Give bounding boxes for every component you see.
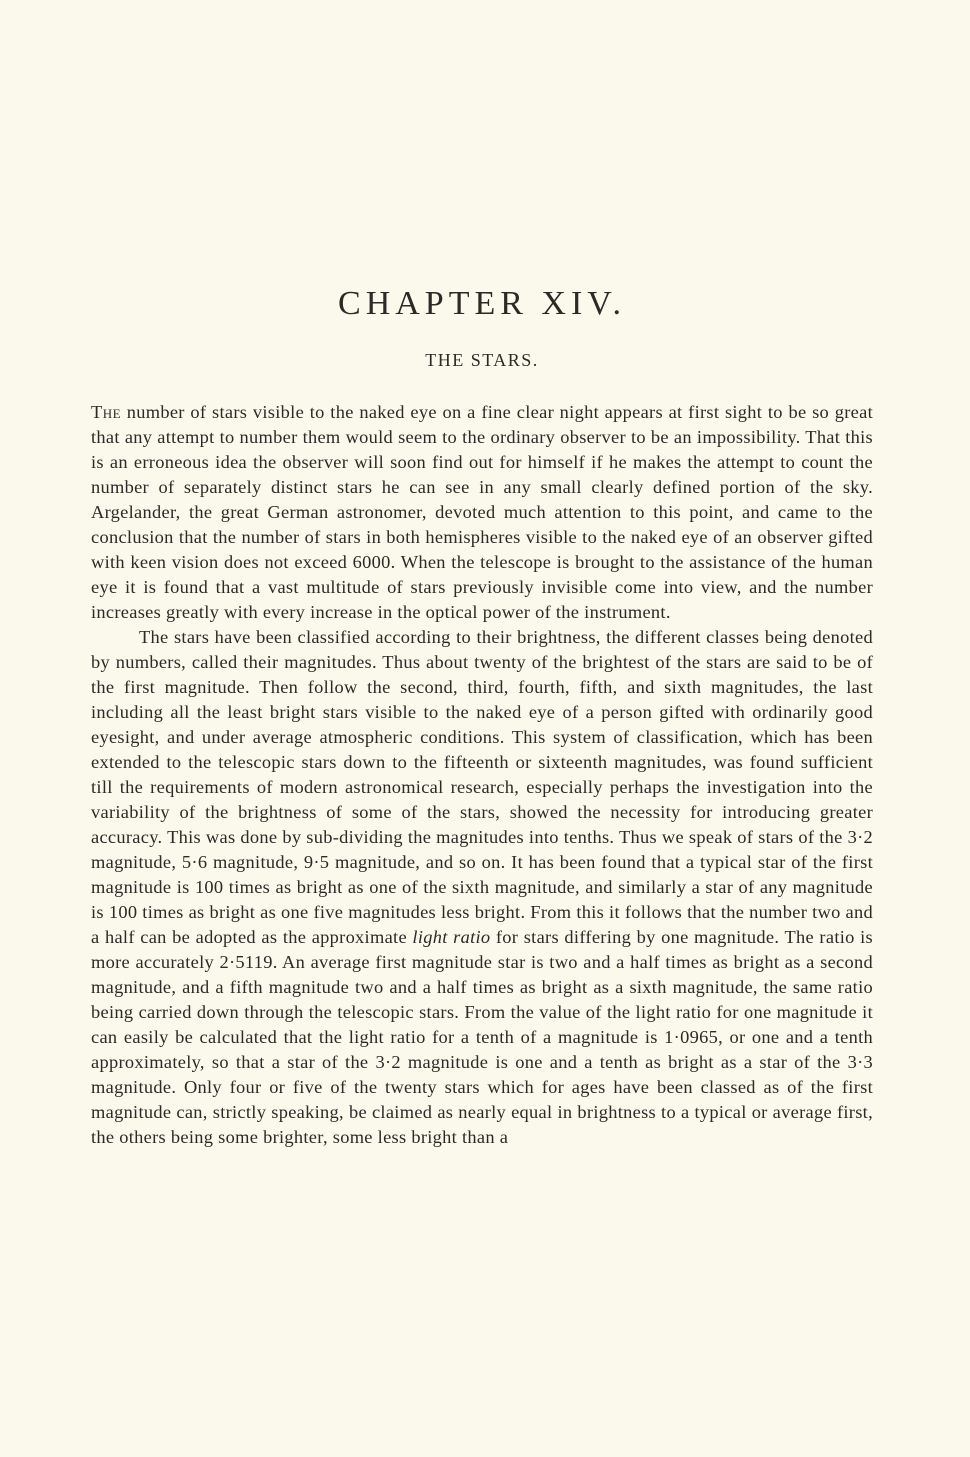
paragraph-1-text: number of stars visible to the naked eye on a fine clear night appears at first sight to be so great that any attempt to number them would seem to the ordinary observer to be an impossibility. That this is an erroneous idea the observer will soon find out for himself if he makes the attempt to count the number of separately distinct stars he can see in any small clearly defined portion of the sky. Argelander, the great German astronomer, devoted much attention to this point, and came to the conclusion that the number of stars in both hemispheres visible to the naked eye of an observer gifted with keen vision does not exceed 6000. When the telescope is brought to the assistance of the human eye it is found that a vast multitude of stars previously invisible come into view, and the number increases greatly with every increase in the optical power of the instrument. bbox=[91, 402, 873, 622]
page-content bbox=[91, 280, 873, 1150]
paragraph-lead-word: The bbox=[91, 402, 122, 422]
chapter-heading: CHAPTER XIV. bbox=[338, 285, 626, 322]
section-heading: THE STARS. bbox=[425, 350, 539, 370]
paragraph-2 bbox=[91, 625, 873, 1150]
paragraph-2-text-end: for stars differing by one magnitude. The ratio is more accurately 2·5119. An average first magnitude star is two and a half times as bright as a second magnitude, and a fifth magnitude two and a half times as bright as a sixth magnitude, the same ratio being carried down through the telescopic stars. From the value of the light ratio for one magnitude it can easily be calculated that the light ratio for a tenth of a magnitude is 1·0965, or one and a tenth approximately, so that a star of the 3·2 magnitude is one and a tenth as bright as a star of the 3·3 magnitude. Only four or five of the twenty stars which for ages have been classed as of the first magnitude can, strictly speaking, be claimed as nearly equal in brightness to a typical or average first, the others being some brighter, some less bright than a bbox=[91, 927, 873, 1147]
paragraph-2-text-start: The stars have been classified according to their brightness, the different classes being denoted by numbers, called their magnitudes. Thus about twenty of the brightest of the stars are said to be of the first magnitude. Then follow the second, third, fourth, fifth, and sixth magnitudes, the last including all the least bright stars visible to the naked eye of a person gifted with ordinarily good eyesight, and under average atmospheric conditions. This system of classification, which has been extended to the telescopic stars down to the fifteenth or sixteenth magnitudes, was found sufficient till the requirements of modern astronomical research, especially perhaps the investigation into the variability of the brightness of some of the stars, showed the necessity for introducing greater accuracy. This was done by sub-dividing the magnitudes into tenths. Thus we speak of stars of the 3·2 magnitude, 5·6 magnitude, 9·5 magnitude, and so on. It has been found that a typical star of the first magnitude is 100 times as bright as one of the sixth magnitude, and similarly a star of any magnitude is 100 times as bright as one five magnitudes less bright. From this it follows that the number two and a half can be adopted as the approximate bbox=[91, 627, 873, 947]
paragraph-1 bbox=[91, 400, 873, 625]
italic-term: light ratio bbox=[412, 927, 491, 947]
